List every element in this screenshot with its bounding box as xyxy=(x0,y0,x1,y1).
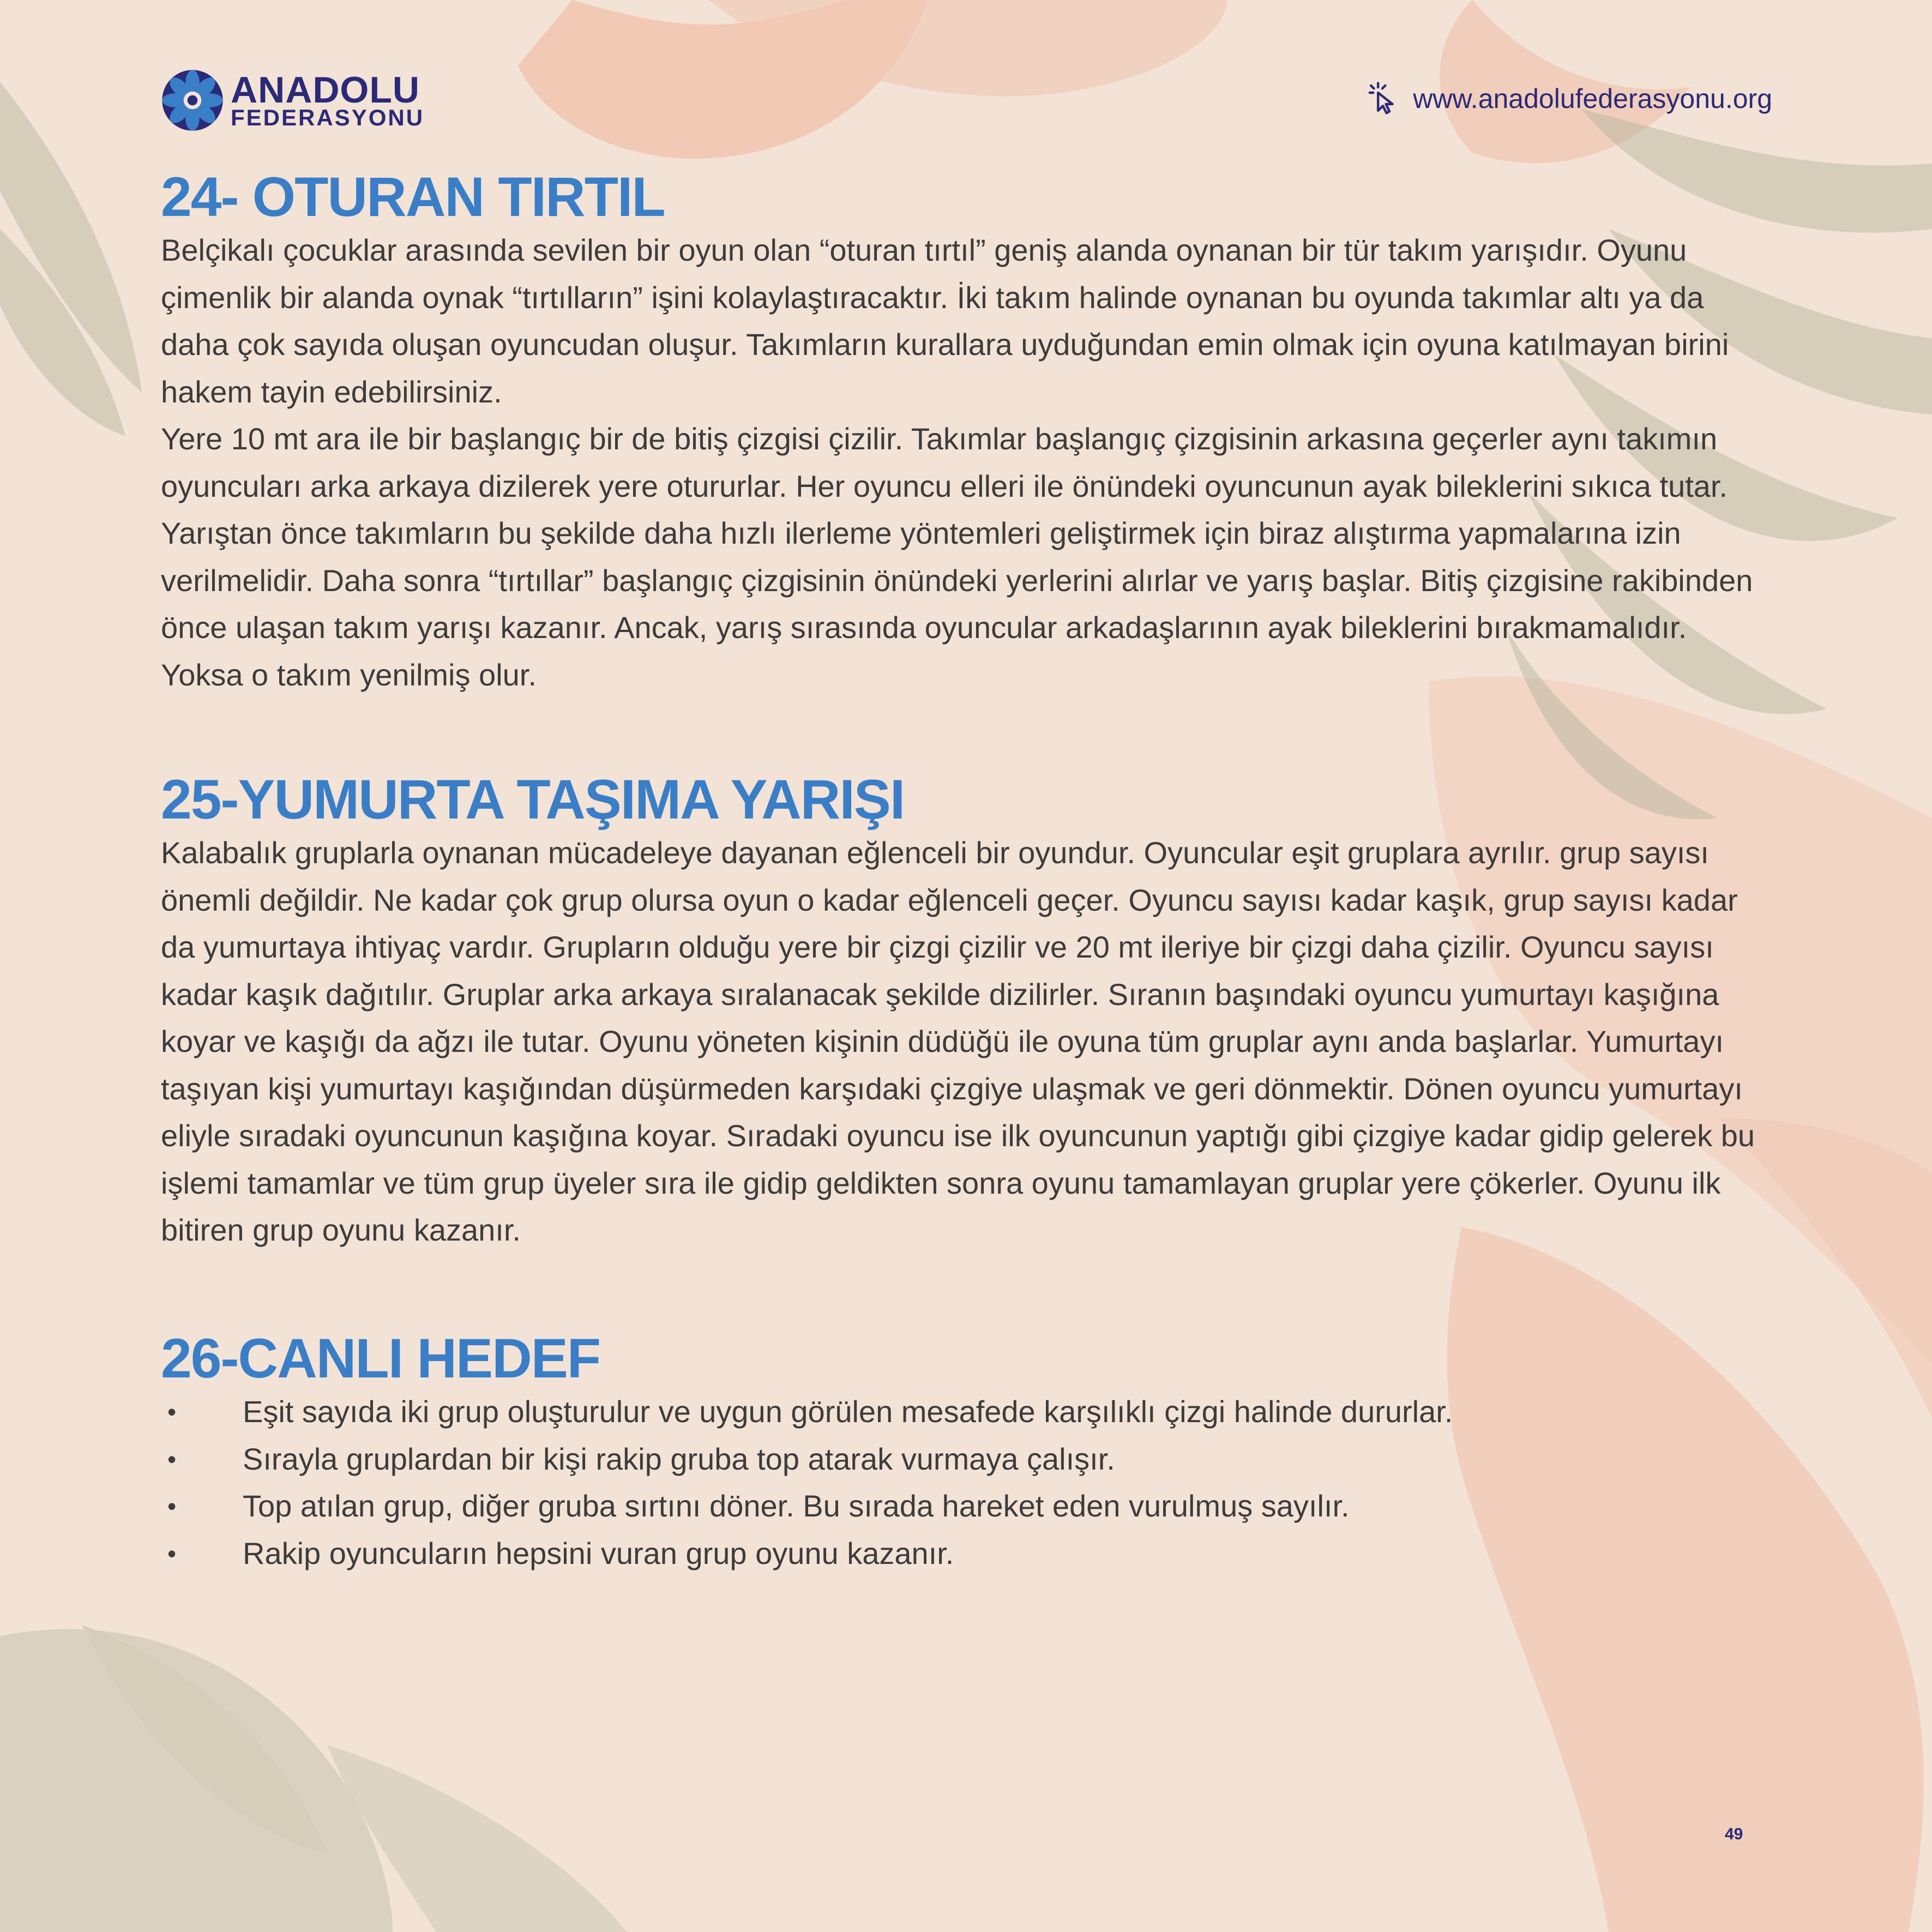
logo-emblem-icon xyxy=(161,69,224,132)
list-item: • Eşit sayıda iki grup oluşturulur ve uygun görülen mesafede karşılıklı çizgi halinde dururlar. xyxy=(161,1388,1775,1436)
section-heading: 25-YUMURTA TAŞIMA YARIŞI xyxy=(161,768,905,830)
section-oturan-tirtil xyxy=(161,167,1775,699)
section-yumurta-tasima xyxy=(161,769,1775,1254)
website-link[interactable] xyxy=(1365,80,1772,118)
cursor-click-icon xyxy=(1365,81,1401,117)
paragraph: Yere 10 mt ara ile bir başlangıç bir de bitiş çizgisi çizilir. Takımlar başlangıç çizgisinin arkasına geçerler aynı takımın oyuncuları arka arkaya dizilerek yere otururlar. Her oyuncu elleri ile önündeki oyuncunun ayak bileklerini sıkıca tutar. Yarıştan önce takımların bu şekilde daha hızlı ilerleme yöntemleri geliştirmek için biraz alıştırma yapmalarına izin verilmelidir. Daha sonra “tırtıllar” başlangıç çizgisinin önündeki yerlerini alırlar ve yarış başlar. Bitiş çizgisine rakibinden önce ulaşan takım yarışı kazanır. Ancak, yarış sırasında oyuncular arkadaşlarının ayak bileklerini bırakmamalıdır. Yoksa o takım yenilmiş olur. xyxy=(161,422,1753,692)
paragraph: Belçikalı çocuklar arasında sevilen bir oyun olan “oturan tırtıl” geniş alanda oynanan bir tür takım yarışıdır. Oyunu çimenlik bir alanda oynak “tırtılların” işini kolaylaştıracaktır. İki takım halinde oynanan bu oyunda takımlar altı ya da daha çok sayıda oluşan oyuncudan oluşur. Takımların kurallara uyduğundan emin olmak için oyuna katılmayan birini hakem tayin edebilirsiniz. xyxy=(161,233,1729,409)
brand-logo[interactable] xyxy=(161,69,423,132)
paragraph: Kalabalık gruplarla oynanan mücadeleye dayanan eğlenceli bir oyundur. Oyuncular eşit gruplara ayrılır. grup sayısı önemli değildir. Ne kadar çok grup olursa oyun o kadar eğlenceli geçer. Oyuncu sayısı kadar kaşık, grup sayısı kadar da yumurtaya ihtiyaç vardır. Grupların olduğu yere bir çizgi çizilir ve 20 mt ileriye bir çizgi daha çizilir. Oyuncu sayısı kadar kaşık dağıtılır. Gruplar arka arkaya sıralanacak şekilde dizilirler. Sıranın başındaki oyuncu yumurtayı kaşığına koyar ve kaşığı da ağzı ile tutar. Oyunu yöneten kişinin düdüğü ile oyuna tüm gruplar aynı anda başlarlar. Yumurtayı taşıyan kişi yumurtayı kaşığından düşürmeden karşıdaki çizgiye ulaşmak ve geri dönmektir. Dönen oyuncu yumurtayı eliyle sıradaki oyuncunun kaşığına koyar. Sıradaki oyuncu ise ilk oyuncunun yaptığı gibi çizgiye kadar gidip gelerek bu işlemi tamamlar ve tüm grup üyeler sıra ile gidip geldikten sonra oyunu tamamlayan gruplar yere çökerler. Oyunu ilk bitiren grup oyunu kazanır. xyxy=(161,835,1755,1247)
section-canli-hedef xyxy=(161,1328,1775,1577)
logo-title: ANADOLU xyxy=(231,69,420,111)
page-number: 49 xyxy=(1725,1825,1743,1843)
list-item: • Top atılan grup, diğer gruba sırtını döner. Bu sırada hareket eden vurulmuş sayılır. xyxy=(161,1483,1775,1530)
website-url[interactable]: www.anadolufederasyonu.org xyxy=(1413,83,1772,114)
section-heading: 26-CANLI HEDEF xyxy=(161,1327,600,1389)
section-heading: 24- OTURAN TIRTIL xyxy=(161,166,665,228)
logo-subtitle: FEDERASYONU xyxy=(231,105,425,130)
list-item: • Rakip oyuncuların hepsini vuran grup oyunu kazanır. xyxy=(161,1530,1775,1578)
bullet-list xyxy=(161,1388,1775,1577)
list-item: • Sırayla gruplardan bir kişi rakip gruba top atarak vurmaya çalışır. xyxy=(161,1436,1775,1483)
